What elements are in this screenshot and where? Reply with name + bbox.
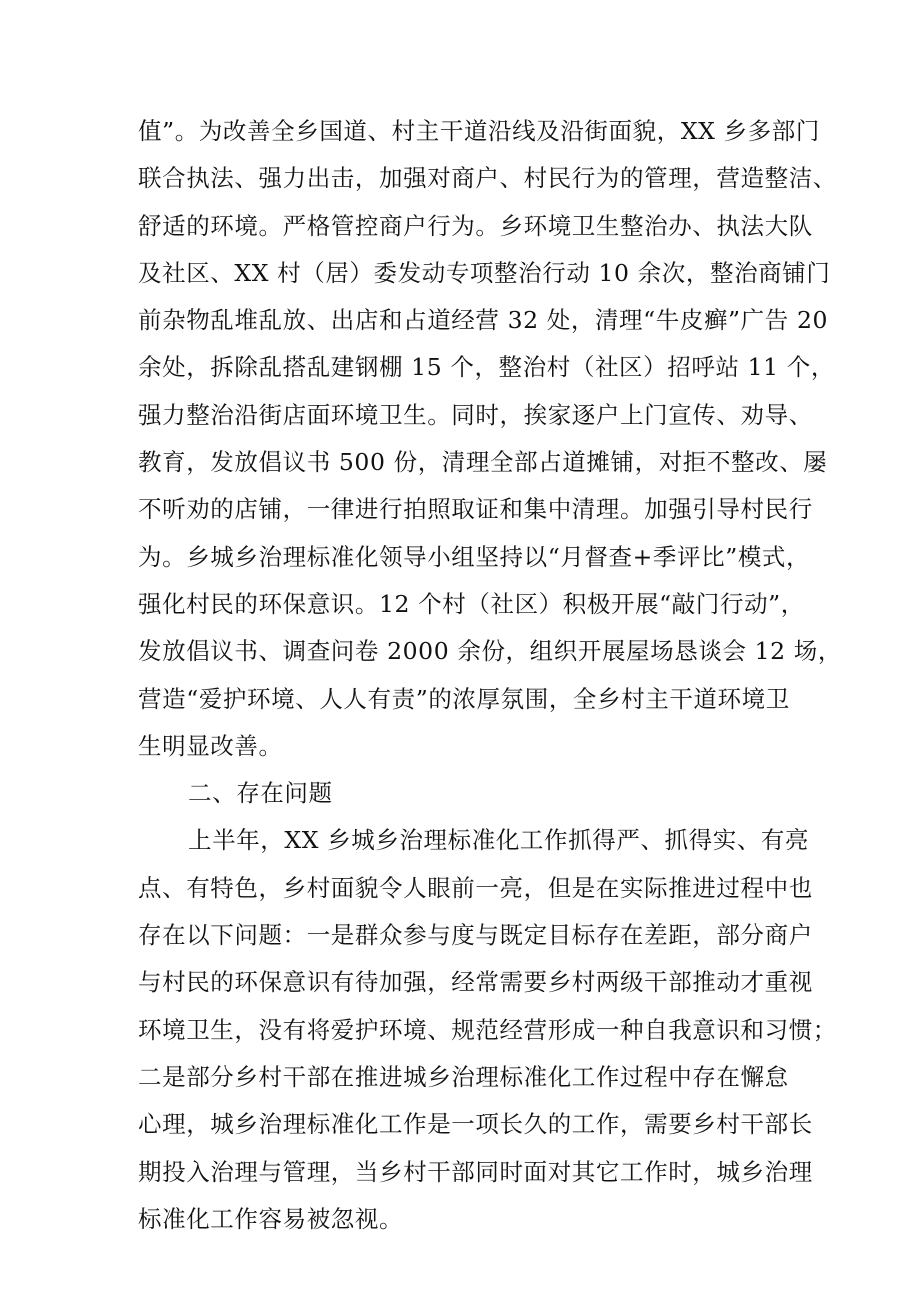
paragraph-existing-problems	[138, 817, 837, 1243]
section-heading: 二、存在问题	[188, 779, 333, 808]
text-line: 强力整治沿街店面环境卫生。同时，挨家逐户上门宣传、劝导、	[138, 400, 813, 429]
text-line: 心理，城乡治理标准化工作是一项长久的工作，需要乡村干部长	[138, 1110, 813, 1139]
text-line: 与村民的环保意识有待加强，经常需要乡村两级干部推动才重视	[138, 968, 813, 997]
text-line: 联合执法、强力出击，加强对商户、村民行为的管理，营造整洁、	[138, 164, 837, 193]
text-line: 前杂物乱堆乱放、出店和占道经营 32 处，清理“牛皮癣”广告 20	[138, 306, 829, 335]
text-line: 强化村民的环保意识。12 个村（社区）积极开展“敲门行动”，	[138, 589, 805, 618]
text-line: 不听劝的店铺，一律进行拍照取证和集中清理。加强引导村民行	[138, 495, 813, 524]
text-line: 发放倡议书、调查问卷 2000 余份，组织开展屋场恳谈会 12 场，	[138, 637, 842, 666]
text-line: 点、有特色，乡村面貌令人眼前一亮，但是在实际推进过程中也	[138, 873, 813, 902]
text-line: 生明显改善。	[138, 731, 283, 760]
text-line: 上半年，XX 乡城乡治理标准化工作抓得严、抓得实、有亮	[188, 826, 810, 855]
text-line: 教育，发放倡议书 500 份，清理全部占道摊铺，对拒不整改、屡	[138, 448, 828, 477]
text-line: 环境卫生，没有将爱护环境、规范经营形成一种自我意识和习惯；	[138, 1015, 837, 1044]
text-line: 余处，拆除乱搭乱建钢棚 15 个，整治村（社区）招呼站 11 个，	[138, 353, 835, 382]
text-line: 营造“爱护环境、人人有责”的浓厚氛围，全乡村主干道环境卫	[138, 684, 790, 713]
text-line: 舒适的环境。严格管控商户行为。乡环境卫生整治办、执法大队	[138, 211, 813, 240]
text-line: 为。乡城乡治理标准化领导小组坚持以“月督查+季评比”模式，	[138, 542, 811, 571]
text-line: 二是部分乡村干部在推进城乡治理标准化工作过程中存在懈怠	[138, 1062, 789, 1091]
text-line: 存在以下问题：一是群众参与度与既定目标存在差距，部分商户	[138, 921, 813, 950]
text-line: 及社区、XX 村（居）委发动专项整治行动 10 余次，整治商铺门	[138, 258, 831, 287]
text-line: 期投入治理与管理，当乡村干部同时面对其它工作时，城乡治理	[138, 1157, 813, 1186]
text-line: 值”。为改善全乡国道、村主干道沿线及沿街面貌，XX 乡多部门	[138, 117, 820, 145]
paragraph-environment-rectification	[138, 108, 842, 770]
text-line: 标准化工作容易被忽视。	[138, 1204, 404, 1233]
document-body	[138, 108, 842, 1243]
